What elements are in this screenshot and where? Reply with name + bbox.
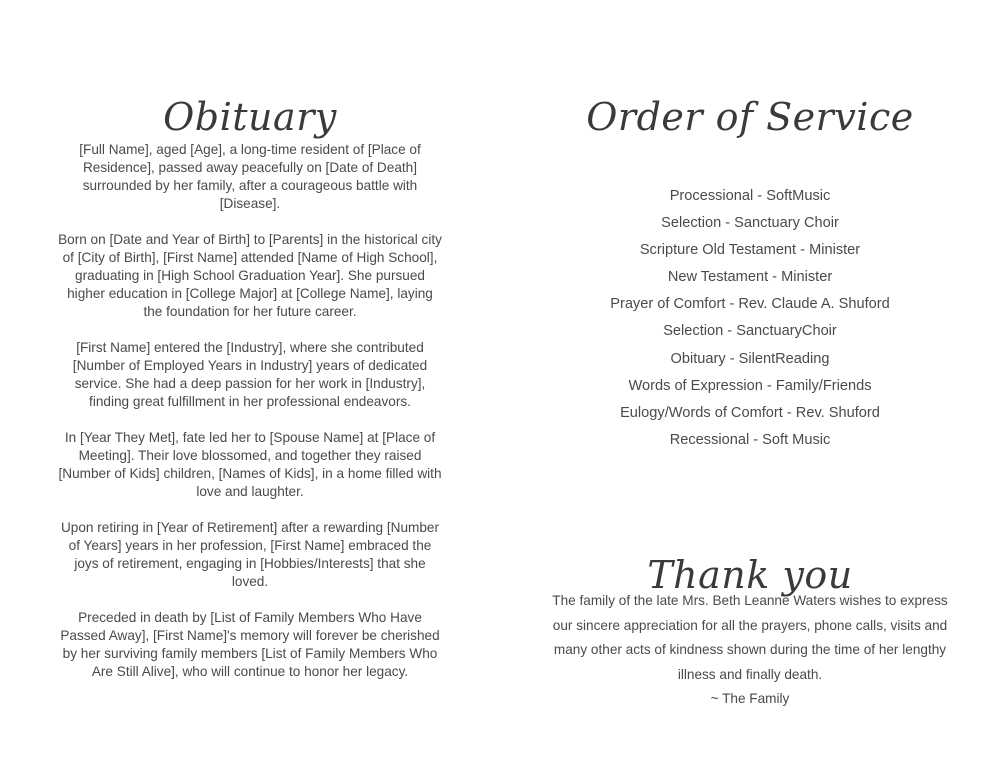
thank-you-title: Thank you (647, 553, 853, 598)
service-item: New Testament - Minister (667, 269, 833, 286)
obituary-paragraph: [Full Name], aged [Age], a long-time resident of [Place of Residence], passed away peacefully on [Date of Death] surrounded by her family, after a courageous battle with [Disease]. (79, 142, 421, 211)
service-item: Selection - Sanctuary Choir (661, 215, 839, 232)
service-item: Processional - SoftMusic (669, 188, 831, 204)
thank-you-message: The family of the late Mrs. Beth Leanne Waters wishes to express our sincere appreciation for all the prayers, phone calls, visits and many other acts of kindness shown during the time of her lengthy illness and finally death. (552, 593, 948, 682)
obituary-paragraph: In [Year They Met], fate led her to [Spouse Name] at [Place of Meeting]. Their love blossomed, and together they raised [Number of Kids] children, [Names of Kids], in a home filled with love and laughter. (58, 430, 442, 499)
obituary-paragraph: [First Name] entered the [Industry], where she contributed [Number of Employed Years in Industry] years of dedicated service. She had a deep passion for her work in [Industry], finding great fulfillment in her professional endeavors. (72, 340, 428, 409)
service-item: Scripture Old Testament - Minister (639, 242, 861, 259)
service-item: Prayer of Comfort - Rev. Claude A. Shuford (610, 296, 890, 313)
service-item: Eulogy/Words of Comfort - Rev. Shuford (620, 404, 880, 421)
order-of-service-list (560, 183, 940, 454)
obituary-title: Obituary (163, 95, 337, 140)
obituary-paragraph: Preceded in death by [List of Family Members Who Have Passed Away], [First Name]'s memory will forever be cherished by her surviving family members [List of Family Members Who Are Still Alive], who will continue to honor her legacy. (60, 610, 440, 679)
order-of-service-title: Order of Service (586, 95, 914, 140)
thank-you-signature: ~ The Family (710, 691, 790, 706)
obituary-paragraph: Upon retiring in [Year of Retirement] after a rewarding [Number of Years] years in her profession, [First Name] embraced the joys of retirement, engaging in [Hobbies/Interests] that she loved. (60, 520, 440, 589)
service-item: Words of Expression - Family/Friends (628, 377, 872, 394)
service-item: Recessional - Soft Music (669, 431, 831, 448)
service-item: Obituary - SilentReading (670, 350, 830, 367)
service-item: Selection - SanctuaryChoir (663, 323, 837, 340)
obituary-text (58, 141, 442, 699)
obituary-paragraph: Born on [Date and Year of Birth] to [Parents] in the historical city of [City of Birth], [First Name] attended [Name of High School], graduating in [High School Graduation Year]. She pursued higher education in [College Major] at [College Name], laying the foundation for her future career. (58, 232, 442, 319)
